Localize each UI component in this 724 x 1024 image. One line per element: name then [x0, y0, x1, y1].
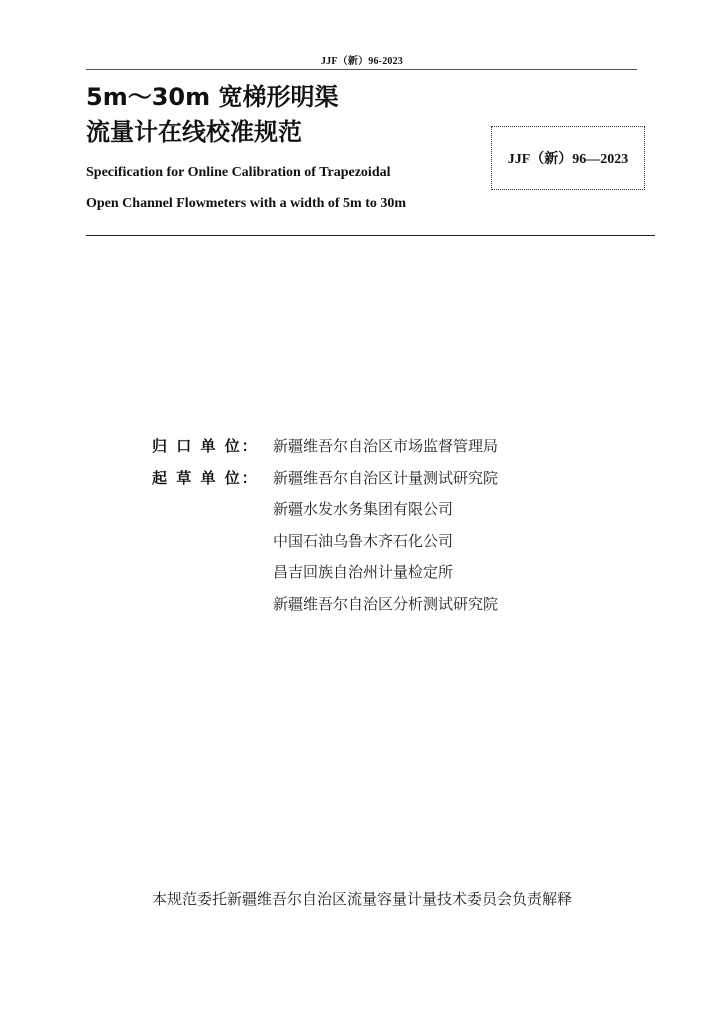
drafting-unit-value: 新疆维吾尔自治区分析测试研究院	[273, 594, 499, 613]
title-english-line-2: Open Channel Flowmeters with a width of 5m to 30m	[86, 196, 407, 211]
drafting-unit-row	[152, 525, 498, 557]
drafting-unit-value: 新疆水发水务集团有限公司	[273, 500, 454, 519]
organization-block	[152, 430, 498, 619]
responsible-unit-row	[152, 430, 498, 462]
drafting-unit-row	[152, 462, 498, 494]
drafting-unit-label: 起 草 单 位：	[152, 468, 259, 487]
drafting-unit-value: 中国石油乌鲁木齐石化公司	[273, 531, 454, 550]
responsible-unit-label: 归 口 单 位：	[152, 437, 259, 456]
drafting-unit-value: 昌吉回族自治州计量检定所	[273, 563, 454, 582]
title-divider	[86, 235, 655, 236]
title-english-line-1: Specification for Online Calibration of Trapezoidal	[86, 165, 391, 180]
drafting-unit-row	[152, 556, 498, 588]
standard-code-box: JJF（新）96—2023	[491, 126, 645, 190]
title-chinese-line-2: 流量计在线校准规范	[86, 118, 302, 146]
responsible-unit-value: 新疆维吾尔自治区市场监督管理局	[273, 437, 499, 456]
drafting-unit-value: 新疆维吾尔自治区计量测试研究院	[273, 468, 499, 487]
title-chinese-line-1: 5m～30m 宽梯形明渠	[86, 83, 339, 111]
header-divider	[86, 69, 637, 70]
header-standard-code: JJF（新）96-2023	[320, 56, 404, 67]
drafting-unit-row	[152, 493, 498, 525]
drafting-unit-row	[152, 588, 498, 620]
interpretation-note: 本规范委托新疆维吾尔自治区流量容量计量技术委员会负责解释	[151, 890, 572, 908]
